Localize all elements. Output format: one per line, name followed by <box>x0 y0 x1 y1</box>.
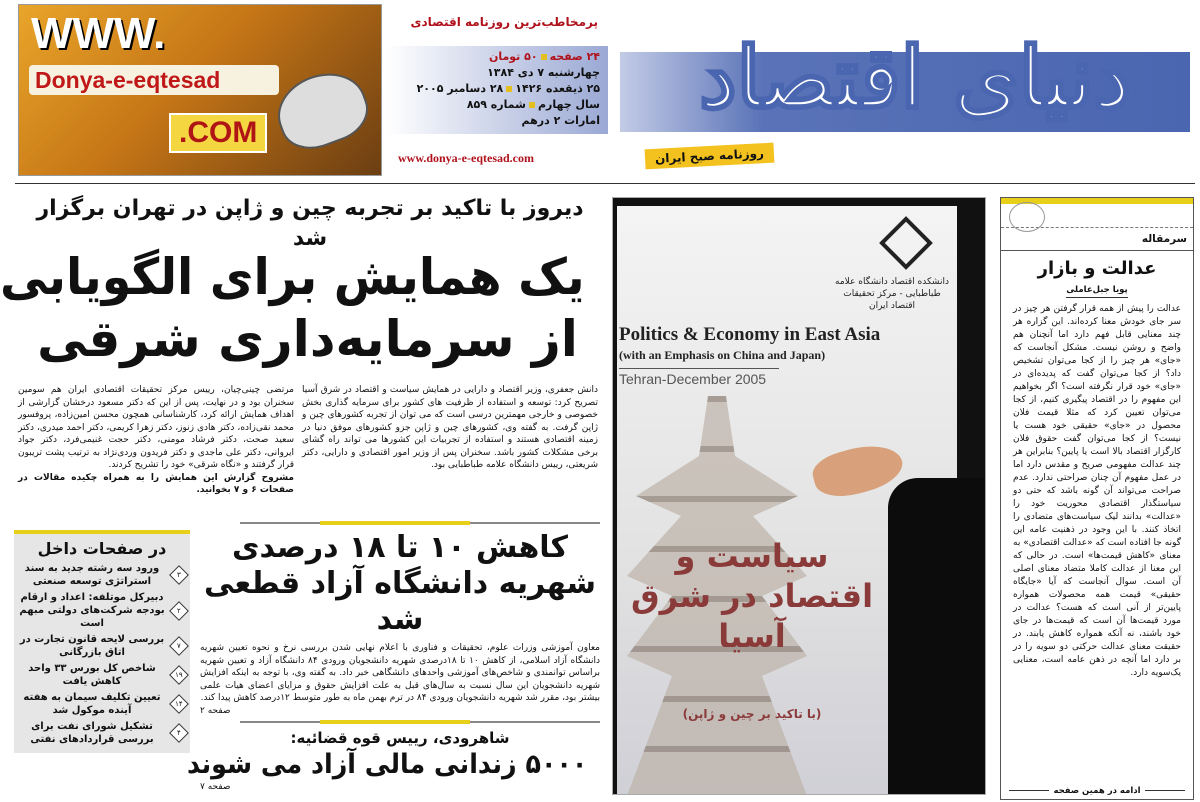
computer-mouse-icon <box>268 62 377 159</box>
header-divider <box>15 183 1195 184</box>
prisoners-headline[interactable]: ۵۰۰۰ زندانی مالی آزاد می شوند <box>186 748 587 780</box>
inside-item-text: شاخص کل بورس ۳۳ واحد کاهش یافت <box>28 663 156 687</box>
tuition-page-ref[interactable]: صفحه ۲ <box>200 705 231 716</box>
website-link[interactable]: www.donya-e-eqtesad.com <box>398 151 534 165</box>
page-diamond-icon: ۷ <box>169 636 189 656</box>
inside-item[interactable] <box>18 720 186 746</box>
ad-domain: Donya-e-eqtesad <box>29 65 279 95</box>
inside-item-text: ورود سه رشته جدید به سند استراتژی توسعه صنعتی <box>24 563 160 587</box>
masthead-info <box>386 0 608 176</box>
tagline: روزنامه صبح ایران <box>645 143 775 170</box>
poster-fa-subtitle: (با تاکید بر چین و ژاپن) <box>682 707 822 721</box>
slogan: پرمخاطب‌ترین روزنامه اقتصادی <box>410 15 598 29</box>
inside-item[interactable] <box>18 633 186 659</box>
poster-subtitle: (with an Emphasis on China and Japan) <box>619 348 826 362</box>
inside-item[interactable] <box>18 662 186 688</box>
inside-item-text: تشکیل شورای نفت برای بررسی قراردادهای نفتی <box>30 721 154 745</box>
page-diamond-icon: ۴ <box>169 723 189 743</box>
uae-price: امارات ۲ درهم <box>521 114 600 127</box>
inside-item-text: تعیین تکلیف سیمان به هفته آینده موکول شد <box>23 692 161 716</box>
inside-item[interactable] <box>18 691 186 717</box>
poster-place-date: Tehran-December 2005 <box>619 368 779 387</box>
editorial-label: سرمقاله <box>1001 228 1193 251</box>
conference-photo <box>612 197 986 795</box>
editorial-author: پویا جبل‌عاملی <box>1066 285 1127 298</box>
globe-icon <box>1009 202 1045 232</box>
lead-column-1: دانش جعفری، وزیر اقتصاد و دارایی در همایش سیاست و اقتصاد در شرق آسیا تصریح کرد: توسعه و استفاده از ظرفیت های کشور برای سرمایه گذاری بخش خصوصی و خارجی مهمترین درسی است که می توان از تجربه کشورهای چین و ژاپن گرفت. به گفته وی، کشورهای چین و ژاپن جزو کشورهای موفق دنیا در زمینه اقتصادی هستند و استفاده از تجربیات این کشورها می تواند راه گشای برخی مشکلات کشور باشد. سخنران پس از وزیر امور اقتصادی و دارایی، دکتر شریعتی، رییس دانشگاه علامه طباطبایی بود. <box>302 385 598 470</box>
prisoners-page-ref[interactable]: صفحه ۷ <box>200 781 231 792</box>
lead-kicker: دیروز با تاکید بر تجربه چین و ژاپن در تهران برگزار شد <box>36 196 584 251</box>
date-persian: چهارشنبه ۷ دی ۱۳۸۴ <box>487 66 600 79</box>
lead-column-2 <box>18 384 294 497</box>
year: سال چهارم <box>537 98 600 111</box>
inside-pages-title: در صفحات داخل <box>37 539 167 558</box>
ad-com: .COM <box>169 113 267 153</box>
lead-headline[interactable] <box>0 246 600 370</box>
editorial-body: عدالت را پیش از همه قرار گرفتن هر چیز در سر جای خودش معنا کرده‌اند. این گزاره هر چند معنایی قابل فهم دارد اما آنچنان هم واضح و روشن نیست. مشکل آنجاست که «جای» هر چیز را از کجا می‌توان تشخیص داد؟ از کجا می‌توان گفت که پدیده‌ای در «جای» خود قرار نگرفته است؟ اگر بخواهیم این مفهوم را در اقتصاد پیگیری کنیم، از کجا می‌توان تعیین کرد که مثلا قیمت فلان محصول در «جای» حقیقی خود هست یا نیست؟ از کجا می‌توان گفت حقوق فلان کارگزار اقتصاد بالا است یا پایین؟ بنابراین هر چند عدالت مفهومی صریح و مقدس دارد اما در عمل مفهوم آن چنان صراحتی ندارد. عدم صراحت می‌تواند آن گونه باشد که حتی دو سیاستگذار اقتصادی محوریت خود را «عدالت» بدانند لیک سیاست‌های متضادی را اتخاذ کنند. با این وجود در ذهنیت عامه این گونه جا افتاده است که «عدالت اقتصادی» به معنای «کاهش قیمت‌ها» است. در حالی که این معنا از عدالت کاملا متضاد معنای اصلی آن است. سوال آنجاست که آیا «جایگاه حقیقی» قیمت همه محصولات همواره پایین‌تر از آنی است که هست؟ عدالت در مورد قیمت‌ها آن است که قیمت‌ها در جای خود باشند، نه آنکه همواره کاهش یابند. در حقیقت معنای عدالت حرکتی دو سویه را در بر دارد اما آنچه در ذهن عامه است، معنایی یک‌سویه دارد. <box>1013 304 1181 678</box>
page-diamond-icon: ۱۹ <box>169 665 189 685</box>
poster-institution: دانشکده اقتصاد دانشگاه علامه طباطبایی - مرکز تحقیقات اقتصاد ایران <box>835 277 949 311</box>
tuition-headline[interactable]: کاهش ۱۰ تا ۱۸ درصدی شهریه دانشگاه آزاد قطعی شد <box>203 530 597 637</box>
inside-item-text: بررسی لایحه قانون تجارت در اتاق بازرگانی <box>19 634 165 658</box>
date-hijri: ۲۵ ذیقعده ۱۴۲۶ <box>515 82 600 95</box>
poster-fa-title: سیاست و اقتصاد در شرق آسیا <box>630 537 874 655</box>
page-count: ۲۴ صفحه <box>549 50 600 63</box>
page-diamond-icon: ۲ <box>169 601 189 621</box>
inside-item-text: دبیرکل موتلفه: اعداد و ارقام بودجه شرکت‌های دولتی مبهم است <box>19 592 165 629</box>
read-more-note[interactable]: مشروح گزارش این همایش را به همراه چکیده مقالات در صفحات ۶ و ۷ بخوانید. <box>18 472 294 495</box>
ad-www: WWW. <box>31 9 166 58</box>
logo-text: دنیای اقتصاد <box>699 28 1131 127</box>
prisoners-kicker: شاهرودی، رییس قوه قضائیه: <box>290 728 510 747</box>
price: ۵۰ تومان <box>488 50 538 63</box>
poster-title: Politics & Economy in East Asia <box>619 324 881 345</box>
date-gregorian: ۲۸ دسامبر ۲۰۰۵ <box>416 82 504 95</box>
continued-note[interactable]: ادامه در همین صفحه <box>1001 783 1193 799</box>
inside-item[interactable] <box>18 562 186 588</box>
issue-number: شماره ۸۵۹ <box>466 98 526 111</box>
website-ad-banner[interactable] <box>18 4 382 176</box>
university-logo-icon <box>879 216 933 270</box>
lead-column-2-text: مرتضی چینی‌چیان، رییس مرکز تحقیقات اقتصادی ایران هم سومین سخنران بود و در نهایت، پس از این که دکتر مسعود درخشان گزارشی از اهداف همایش ارائه کرد، کارشناسانی همچون محسن امین‌زاده، پروفسور محمد نقی‌زاده، دکتر هادی زنوز، دکتر زهرا کریمی، دکتر احمد میدری، دکتر سعید صحت، دکتر فرشاد مومنی، دکتر حجت غنیمی‌فرد، دکتر جواد ایروانی، دکتر علی ماجدی و دکتر فریدون وردی‌نژاد به ترتیب پشت تریبون قرار گرفتند و «نگاه شرقی» خود را تشریح کردند. <box>18 385 294 470</box>
headline-line-1: یک همایش برای الگویابی <box>0 248 585 306</box>
issue-info <box>386 46 608 134</box>
speaker-arm <box>888 478 986 795</box>
newspaper-logo <box>615 0 1195 178</box>
inside-item[interactable] <box>18 591 186 630</box>
inside-pages-box <box>14 530 190 753</box>
tuition-body: معاون آموزشی وزرات علوم، تحقیقات و فناوری با اعلام نهایی شدن بررسی نرخ و نحوه تعیین شهریه دانشگاه آزاد اسلامی، از کاهش ۱۰ تا ۱۸درصدی شهریه دانشجویان ورودی ۸۴ دانشگاه آزاد و تعیین شهریه براساس توانمندی و شاخص‌های آموزشی واحدهای دانشگاهی خبر داد. به گفته وی، با توجه به اینکه افزایش شهریه دانشجویان این سال نسبت به سال‌های قبل به علت افزایش حقوق و مزایای اعضای هیات علمی بیشتر بود، مقرر شد شهریه دانشجویان ورودی ۸۴ در ترم بهمن ماه به طور متوسط ۱۲درصد کاهش پیدا کند. <box>200 643 600 703</box>
page-diamond-icon: ۱۴ <box>169 694 189 714</box>
editorial-box <box>1000 197 1194 800</box>
secondary-stories <box>186 520 600 793</box>
page-diamond-icon: ۳ <box>169 565 189 585</box>
headline-line-2: از سرمایه‌داری شرقی <box>37 310 578 368</box>
editorial-title[interactable]: عدالت و بازار <box>1037 258 1157 279</box>
